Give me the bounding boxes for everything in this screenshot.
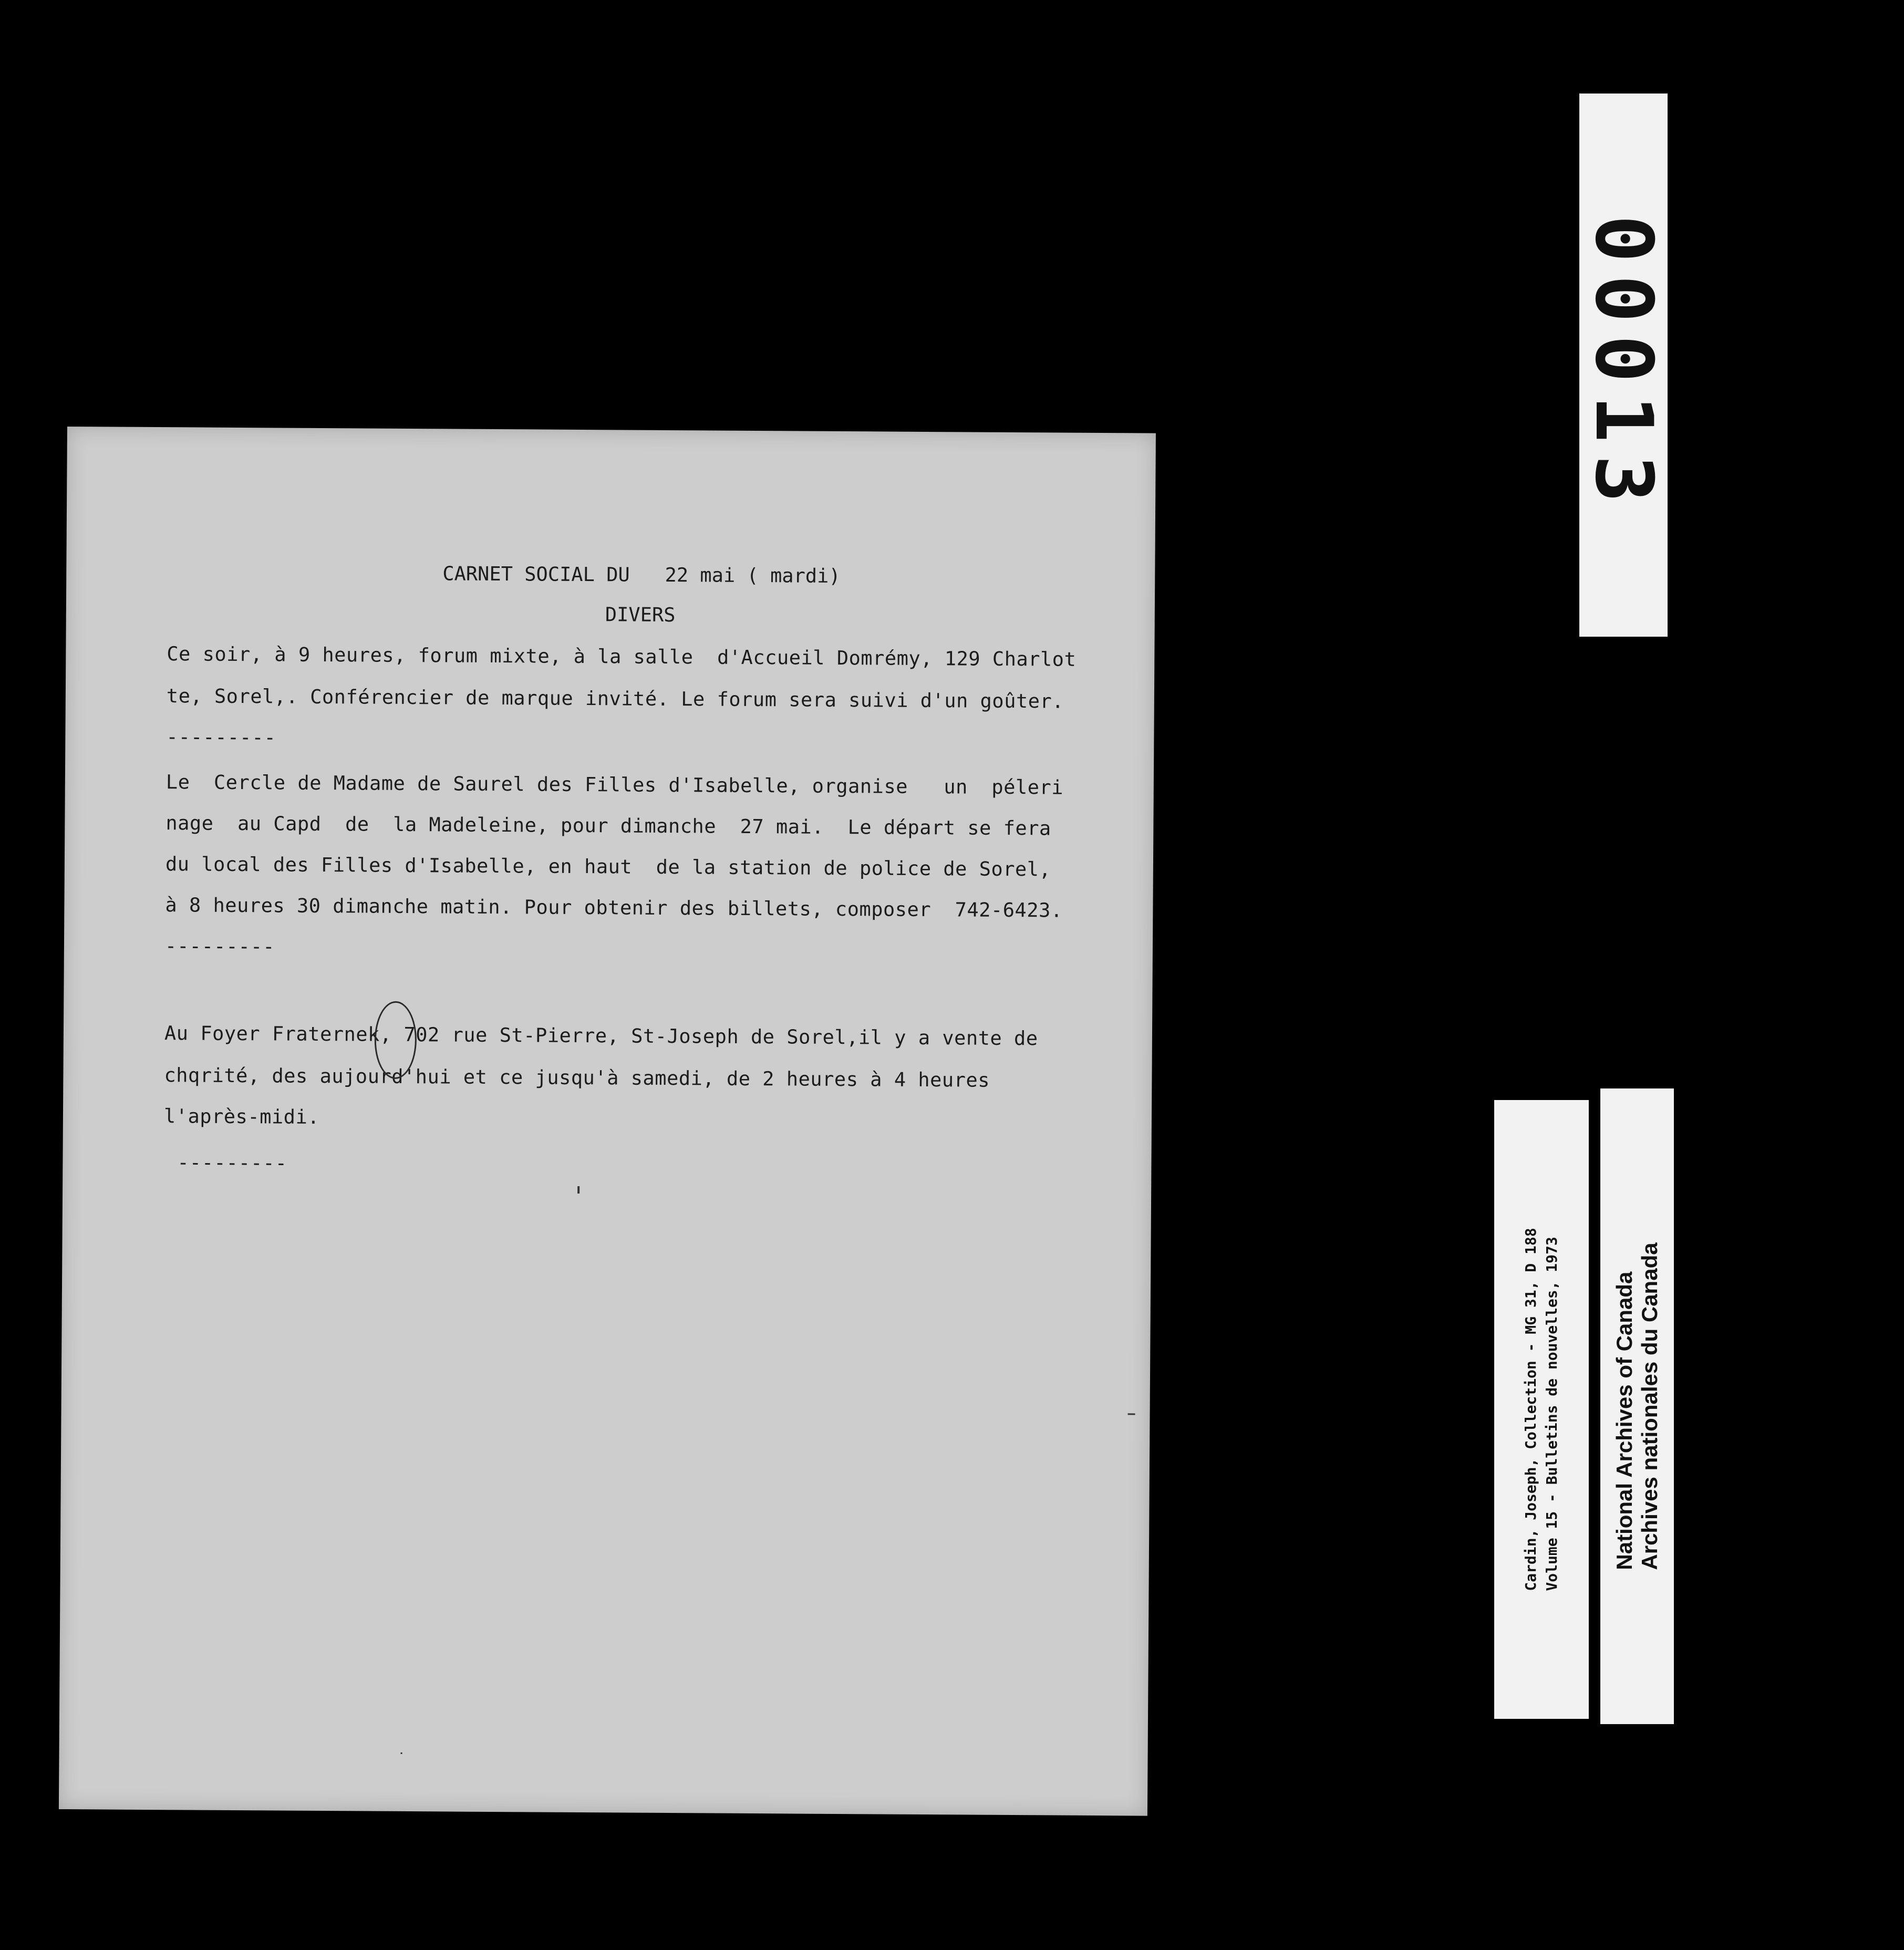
paragraph-3-line-3: l'après-midi. — [163, 1105, 320, 1128]
dust-speck — [401, 1752, 402, 1754]
dust-speck — [577, 1186, 580, 1194]
document-page — [59, 427, 1156, 1816]
dust-speck — [1128, 1413, 1135, 1415]
citation-text — [1520, 1228, 1562, 1591]
frame-number: 00013 — [1578, 215, 1669, 515]
citation-strip — [1494, 1100, 1589, 1719]
archives-line-1: National Archives of Canada — [1612, 1271, 1637, 1570]
paragraph-2-line-3: du local des Filles d'Isabelle, en haut de la station de police de Sorel, — [165, 853, 1051, 881]
citation-line-2: Volume 15 - Bulletins de nouvelles, 1973 — [1543, 1237, 1560, 1591]
citation-line-1: Cardin, Joseph, Collection - MG 31, D 188 — [1522, 1228, 1539, 1591]
separator-1: --------- — [166, 725, 277, 749]
archives-strip — [1600, 1088, 1674, 1724]
paragraph-3-line-1: Au Foyer Fraternek, 702 rue St-Pierre, St-Joseph de Sorel,il y a vente de — [164, 1022, 1038, 1050]
frame-number-label — [1579, 94, 1668, 637]
paragraph-1-line-2: te, Sorel,. Conférencier de marque invité. Le forum sera suivi d'un goûter. — [166, 684, 1064, 713]
paragraph-1-line-1: Ce soir, à 9 heures, forum mixte, à la salle d'Accueil Domrémy, 129 Charlot — [167, 642, 1077, 671]
archives-line-2: Archives nationales du Canada — [1637, 1242, 1662, 1570]
paragraph-2-line-4: à 8 heures 30 dimanche matin. Pour obtenir des billets, composer 742-6423. — [165, 894, 1063, 922]
paragraph-3-line-2: chqrité, des aujourd'hui et ce jusqu'à samedi, de 2 heures à 4 heures — [164, 1064, 990, 1092]
paragraph-2-line-1: Le Cercle de Madame de Saurel des Filles d'Isabelle, organise un péleri — [165, 771, 1064, 799]
section-heading: DIVERS — [605, 603, 676, 627]
document-title: CARNET SOCIAL DU 22 mai ( mardi) — [442, 562, 841, 587]
paragraph-2-line-2: nage au Capd de la Madeleine, pour dimanche 27 mai. Le départ se fera — [165, 812, 1051, 840]
separator-3: --------- — [177, 1151, 288, 1175]
archives-text — [1612, 1242, 1662, 1570]
separator-2: --------- — [164, 935, 275, 958]
